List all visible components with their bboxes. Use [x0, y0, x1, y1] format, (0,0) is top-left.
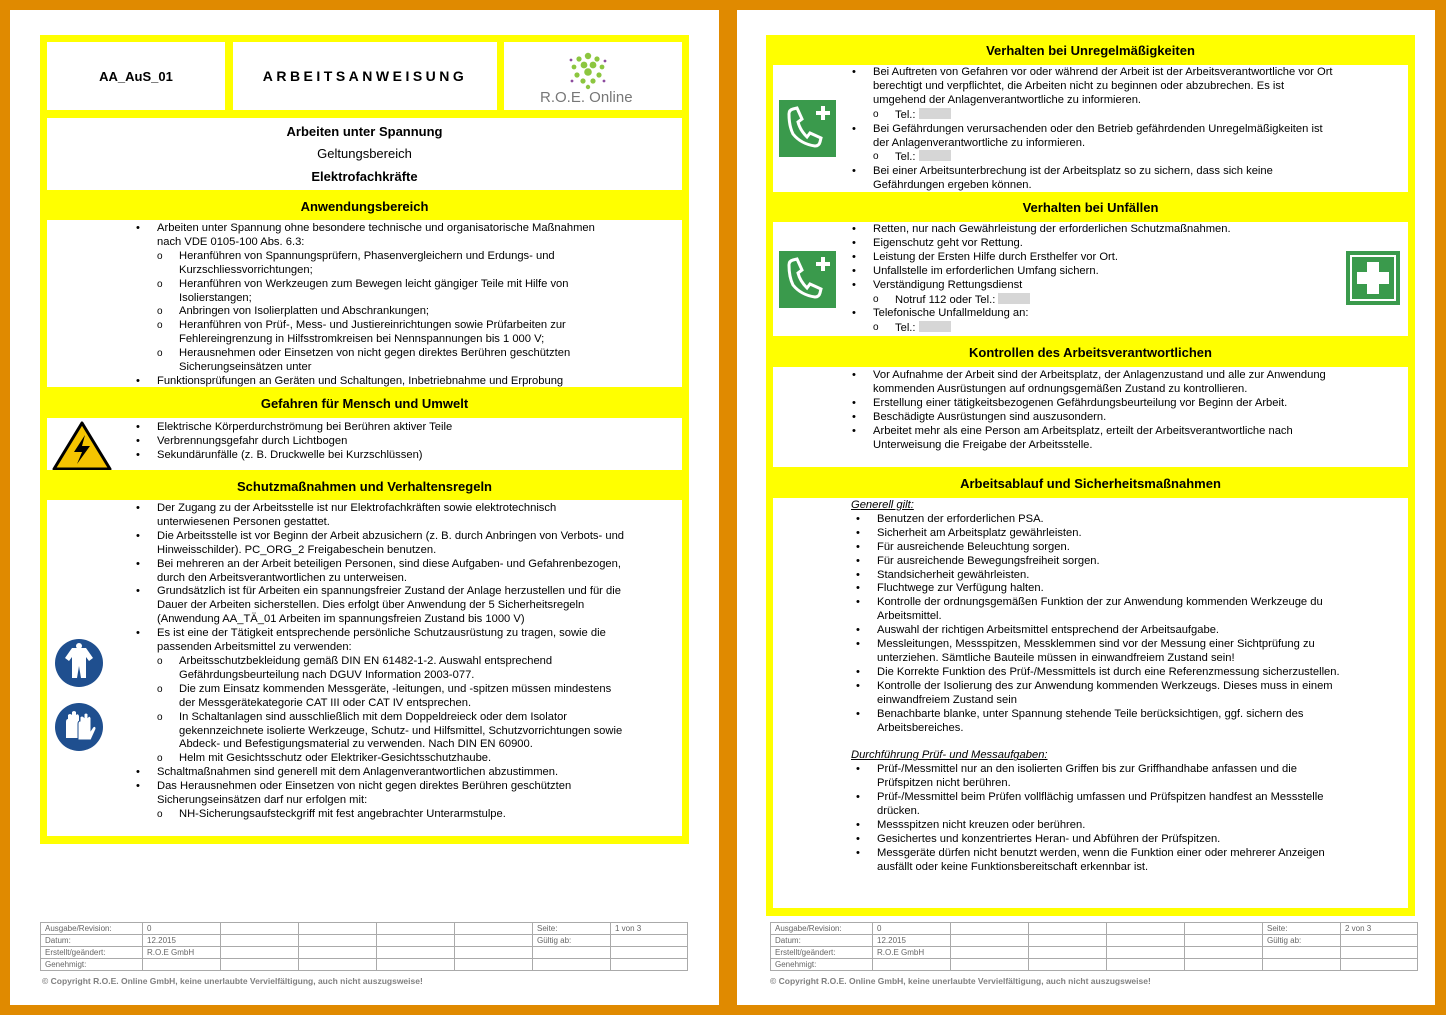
list-item-text: Heranführen von Spannungsprüfern, Phasenvergleichern und Erdungs- und Kurzschliessvorrichtungen;	[179, 249, 555, 276]
copyright-notice: © Copyright R.O.E. Online GmbH, keine unerlaubte Vervielfältigung, auch nicht auszugsweise!	[770, 976, 1151, 986]
list-item-text: Das Herausnehmen oder Einsetzen von nicht gegen direktes Berühren geschützten Sicherungseinsätzen darf nur erfolgen mit:	[157, 780, 572, 807]
list-item	[851, 624, 1341, 638]
list-item-text: Tel.:	[895, 108, 916, 121]
list-item	[131, 435, 601, 449]
list-item	[851, 527, 1341, 541]
sub-list-item	[847, 108, 1337, 123]
list-item	[851, 596, 1341, 624]
footer-value-erstellt: R.O.E GmbH	[143, 947, 221, 959]
list-item-text: Kontrolle der ordnungsgemäßen Funktion der zur Anwendung kommenden Werkzeuge du Arbeitsmittel.	[877, 596, 1323, 623]
list-item	[131, 530, 626, 558]
sub-list-item	[131, 752, 626, 766]
list-item	[847, 66, 1337, 108]
list-item	[851, 847, 1341, 875]
list-item-text: Leistung der Ersten Hilfe durch Ersthelfer vor Ort.	[873, 250, 1118, 263]
list-item	[851, 833, 1341, 847]
section-anwendungsbereich	[47, 220, 682, 387]
kontrollen-list	[847, 369, 1327, 452]
doc-type-cell	[233, 42, 497, 110]
document-page-2	[737, 10, 1435, 1005]
emergency-phone-icon	[779, 251, 836, 308]
sub-list-item	[131, 808, 626, 822]
list-item-text: Auswahl der richtigen Arbeitsmittel entsprechend der Arbeitsaufgabe.	[877, 624, 1220, 637]
schutz-list	[131, 502, 626, 822]
list-item	[131, 375, 601, 387]
sub-list-item	[131, 278, 601, 306]
list-item	[847, 369, 1327, 397]
list-item-text: Für ausreichende Beleuchtung sorgen.	[877, 540, 1070, 553]
section-arbeitsablauf	[773, 498, 1408, 908]
list-item	[851, 763, 1341, 791]
section-unregelmaessigkeiten	[773, 65, 1408, 192]
list-item	[851, 513, 1341, 527]
gefahren-list	[131, 421, 601, 463]
phone-number-field	[919, 321, 951, 332]
footer-label-erstellt: Erstellt/geändert:	[771, 947, 873, 959]
section-schutzmassnahmen	[47, 500, 682, 836]
footer-label-erstellt: Erstellt/geändert:	[41, 947, 143, 959]
list-item-text: Bei einer Arbeitsunterbrechung ist der Arbeitsplatz so zu sichern, dass sich keine Gefährdungen ergeben können.	[873, 165, 1273, 192]
list-item	[851, 819, 1341, 833]
footer-label-seite: Seite:	[1263, 923, 1341, 935]
list-item	[851, 680, 1341, 708]
list-item-text: Bei mehreren an der Arbeit beteiligen Personen, sind diese Aufgaben- und Gefahrenbezogen, durch den Arbeitsverantwortlichen zu unterweisen.	[157, 557, 621, 584]
list-item	[851, 582, 1341, 596]
emergency-phone-icon	[779, 100, 836, 157]
list-item-text: Durchführung Prüf- und Messaufgaben:	[851, 749, 1048, 762]
section-unfaelle	[773, 222, 1408, 336]
list-item-text: Unfallstelle im erforderlichen Umfang sichern.	[873, 264, 1099, 277]
section-gefahren	[47, 418, 682, 470]
list-item-text: Kontrolle der Isolierung des zur Anwendung kommenden Werkzeugs. Dieses muss in einem einwandfreiem Zustand sein	[877, 679, 1333, 706]
phone-number-field	[919, 150, 951, 161]
list-item-text: Vor Aufnahme der Arbeit sind der Arbeitsplatz, der Anlagenzustand und alle zur Anwendung kommenden Ausrüstungen auf ordnungsgemäßen Zustand zu kontrollieren.	[873, 369, 1326, 395]
list-item-text: Messspitzen nicht kreuzen oder berühren.	[877, 818, 1086, 831]
list-item-text: Verbrennungsgefahr durch Lichtbogen	[157, 434, 348, 447]
list-item-text: Notruf 112 oder Tel.:	[895, 293, 996, 306]
list-item	[847, 397, 1327, 411]
list-item	[847, 165, 1337, 192]
list-item	[851, 791, 1341, 819]
list-item	[851, 666, 1341, 680]
scope-label: Geltungsbereich	[317, 146, 412, 161]
document-page-1	[10, 10, 719, 1005]
protective-clothing-icon	[54, 638, 104, 688]
footer-label-gueltig: Gültig ab:	[533, 935, 611, 947]
footer-value-ausgabe: 0	[873, 923, 951, 935]
list-item	[851, 638, 1341, 666]
list-item-text: Generell gilt:	[851, 499, 914, 511]
sub-list-item	[847, 321, 1337, 336]
footer-label-datum: Datum:	[771, 935, 873, 947]
list-item-text: Die Korrekte Funktion des Prüf-/Messmittels ist durch eine Referenzmessung sicherzustellen.	[877, 665, 1340, 678]
list-item	[131, 558, 626, 586]
list-item	[131, 449, 601, 463]
list-item	[847, 411, 1327, 425]
footer-value-seite: 2 von 3	[1341, 923, 1418, 935]
list-item	[131, 502, 626, 530]
sub-list-item	[131, 250, 601, 278]
list-item-text: Eigenschutz geht vor Rettung.	[873, 236, 1023, 249]
footer-label-datum: Datum:	[41, 935, 143, 947]
footer-table	[770, 922, 1418, 971]
list-item-text: Heranführen von Prüf-, Mess- und Justiereinrichtungen sowie Prüfarbeiten zur Fehlereingrenzung in Hilfsstromkreisen bei Nennspannungen bis 1 000 V;	[179, 319, 566, 346]
sub-list-item	[847, 293, 1337, 308]
scope-value: Elektrofachkräfte	[311, 169, 418, 184]
section-header-unregelmaessigkeiten: Verhalten bei Unregelmäßigkeiten	[986, 43, 1195, 58]
list-item-text: Prüf-/Messmittel beim Prüfen vollflächig umfassen und Prüfspitzen handfest an Messstelle drücken.	[877, 791, 1324, 818]
footer-label-genehmigt: Genehmigt:	[771, 959, 873, 971]
footer-label-seite: Seite:	[533, 923, 611, 935]
footer-label-genehmigt: Genehmigt:	[41, 959, 143, 971]
list-item	[851, 708, 1341, 736]
list-item-text: Prüf-/Messmittel nur an den isolierten Griffen bis zur Griffhandhabe anfassen und die Prüfspitzen nicht berühren.	[877, 763, 1297, 790]
list-item	[131, 421, 601, 435]
protective-gloves-icon	[54, 702, 104, 752]
list-item-text: Sekundärunfälle (z. B. Druckwelle bei Kurzschlüssen)	[157, 448, 423, 461]
list-item-text: Bei Gefährdungen verursachenden oder den Betrieb gefährdenden Unregelmäßigkeiten ist der Anlagenverantwortliche zu informieren.	[873, 122, 1323, 149]
list-item	[131, 222, 601, 250]
list-item	[847, 279, 1337, 293]
footer-table	[40, 922, 688, 971]
list-item-text: Es ist eine der Tätigkeit entsprechende persönliche Schutzausrüstung zu tragen, sowie die passenden Arbeitsmittel zu verwenden:	[157, 627, 606, 654]
section-header-schutzmassnahmen: Schutzmaßnahmen und Verhaltensregeln	[237, 479, 492, 494]
roe-logo-icon	[566, 50, 610, 90]
list-item-text: Die zum Einsatz kommenden Messgeräte, -leitungen, und -spitzen müssen mindestens der Messgerätekategorie CAT III oder CAT IV entsprechen.	[179, 682, 612, 709]
list-item-text: Bei Auftreten von Gefahren vor oder während der Arbeit ist der Arbeitsverantwortliche vor Ort berechtigt und verpflichtet, die Arbeiten nicht zu beginnen oder abzubrechen. Es ist umgehend der Anlagenverantwortliche zu informieren.	[873, 66, 1333, 106]
list-item	[851, 541, 1341, 555]
section-header-unfaelle: Verhalten bei Unfällen	[1022, 200, 1159, 215]
list-item	[131, 627, 626, 655]
footer-value-datum: 12.2015	[873, 935, 951, 947]
list-item-text: Helm mit Gesichtsschutz oder Elektriker-Gesichtsschutzhaube.	[179, 752, 492, 765]
list-item-text: Elektrische Körperdurchströmung bei Berühren aktiver Teile	[157, 421, 453, 433]
copyright-notice: © Copyright R.O.E. Online GmbH, keine unerlaubte Vervielfältigung, auch nicht auszugsweise!	[42, 976, 423, 986]
doc-type: ARBEITSANWEISUNG	[262, 68, 468, 84]
sub-list-item	[131, 655, 626, 683]
section-header-arbeitsablauf: Arbeitsablauf und Sicherheitsmaßnahmen	[960, 476, 1221, 491]
list-item	[847, 223, 1337, 237]
list-item-text: Arbeitet mehr als eine Person am Arbeitsplatz, erteilt der Arbeitsverantwortliche nach Unterweisung die Freigabe der Arbeitsstelle.	[873, 424, 1293, 451]
list-item-text: Fluchtwege zur Verfügung halten.	[877, 582, 1044, 595]
list-item	[847, 251, 1337, 265]
list-item	[851, 569, 1341, 583]
list-item-text: Arbeiten unter Spannung ohne besondere technische und organisatorische Maßnahmen nach VDE 0105-100 Abs. 6.3:	[157, 222, 595, 248]
list-subheading	[851, 749, 1341, 763]
first-aid-icon	[1346, 251, 1400, 305]
list-item	[851, 555, 1341, 569]
logo-text: R.O.E. Online	[540, 89, 633, 106]
anwendung-list	[131, 222, 601, 387]
unfaelle-list	[847, 223, 1337, 336]
list-item	[847, 425, 1327, 453]
list-item	[847, 123, 1337, 151]
sub-list-item	[131, 711, 626, 753]
list-item-text: Der Zugang zu der Arbeitsstelle ist nur Elektrofachkräften sowie elektrotechnisch unterwiesenen Personen gestattet.	[157, 502, 557, 528]
title-block	[47, 118, 682, 190]
list-item-text: Herausnehmen oder Einsetzen von nicht gegen direktes Berühren geschützten Sicherungseinsätzen unter	[179, 347, 571, 374]
logo-cell	[504, 42, 682, 110]
list-item	[131, 766, 626, 780]
list-item-text: Grundsätzlich ist für Arbeiten ein spannungsfreier Zustand der Anlage herzustellen und für die Dauer der Arbeiten sicherstellen. Dies erfolgt über Anwendung der 5 Sicherheitsregeln (Anwendung AA_TÄ_01 Arbeiten im spannungsfreien Zustand bis 1000 V)	[157, 585, 621, 626]
doc-id: AA_AuS_01	[99, 68, 173, 84]
list-item-text: NH-Sicherungsaufsteckgriff mit fest angebrachter Unterarmstulpe.	[179, 807, 506, 820]
list-item-text: Benutzen der erforderlichen PSA.	[877, 512, 1044, 525]
ablauf-list	[851, 499, 1341, 875]
list-item-text: Heranführen von Werkzeugen zum Bewegen leicht gängiger Teile mit Hilfe von Isolierstangen;	[179, 277, 569, 304]
list-item-text: In Schaltanlagen sind ausschließlich mit dem Doppeldreieck oder dem Isolator gekennzeichnete isolierte Werkzeuge, Schutz- und Hilfsmittel, Schutzvorrichtungen sowie Abdeck- und Befestigungsmaterial zu verwenden. Nach DIN EN 60900.	[179, 710, 623, 751]
list-item-text: Messgeräte dürfen nicht benutzt werden, wenn die Funktion einer oder mehrerer Anzeigen ausfällt oder keine Funktionsbereitschaft erkennbar ist.	[877, 846, 1325, 873]
section-header-kontrollen: Kontrollen des Arbeitsverantwortlichen	[969, 345, 1212, 360]
footer-value-seite: 1 von 3	[611, 923, 688, 935]
list-item-text: Retten, nur nach Gewährleistung der erforderlichen Schutzmaßnahmen.	[873, 223, 1231, 235]
footer-value-ausgabe: 0	[143, 923, 221, 935]
list-item-text: Funktionsprüfungen an Geräten und Schaltungen, Inbetriebnahme und Erprobung	[157, 374, 564, 387]
list-item-text: Tel.:	[895, 322, 916, 335]
sub-list-item	[131, 683, 626, 711]
section-header-anwendungsbereich: Anwendungsbereich	[300, 199, 429, 214]
list-item	[847, 307, 1337, 321]
section-header-gefahren: Gefahren für Mensch und Umwelt	[260, 396, 469, 411]
list-item-text: Tel.:	[895, 151, 916, 164]
sub-list-item	[847, 150, 1337, 165]
list-item	[131, 585, 626, 627]
list-item-text: Sicherheit am Arbeitsplatz gewährleisten.	[877, 526, 1082, 539]
doc-id-cell	[47, 42, 225, 110]
footer-value-erstellt: R.O.E GmbH	[873, 947, 951, 959]
list-item-text: Anbringen von Isolierplatten und Abschrankungen;	[179, 305, 430, 318]
list-item-text: Arbeitsschutzbekleidung gemäß DIN EN 61482-1-2. Auswahl entsprechend Gefährdungsbeurteilung nach DGUV Information 2003-077.	[179, 654, 553, 681]
list-spacer	[851, 735, 1341, 749]
list-item-text: Telefonische Unfallmeldung an:	[873, 307, 1029, 320]
list-item-text: Die Arbeitsstelle ist vor Beginn der Arbeit abzusichern (z. B. durch Anbringen von Verbots- und Hinweisschilder). PC_ORG_2 Freigabeschein benutzen.	[157, 529, 625, 556]
sub-list-item	[131, 305, 601, 319]
sub-list-item	[131, 347, 601, 375]
high-voltage-warning-icon	[52, 421, 112, 470]
list-item-text: Standsicherheit gewährleisten.	[877, 568, 1030, 581]
list-item-text: Schaltmaßnahmen sind generell mit dem Anlagenverantwortlichen abzustimmen.	[157, 766, 559, 779]
list-item-text: Messleitungen, Messspitzen, Messklemmen sind vor der Messung einer Sichtprüfung zu unterziehen. Sämtliche Bauteile müssen in einwandfreiem Zustand sein!	[877, 638, 1315, 664]
phone-number-field	[998, 293, 1030, 304]
footer-value-datum: 12.2015	[143, 935, 221, 947]
list-subheading	[851, 499, 1341, 513]
footer-label-ausgabe: Ausgabe/Revision:	[41, 923, 143, 935]
unregel-list	[847, 66, 1337, 192]
list-item-text: Gesichertes und konzentriertes Heran- und Abführen der Prüfspitzen.	[877, 832, 1221, 845]
list-item	[847, 237, 1337, 251]
sub-list-item	[131, 319, 601, 347]
list-item-text: Erstellung einer tätigkeitsbezogenen Gefährdungsbeurteilung vor Beginn der Arbeit.	[873, 396, 1288, 409]
list-item-text: Verständigung Rettungsdienst	[873, 278, 1023, 291]
list-item-text: Für ausreichende Bewegungsfreiheit sorgen.	[877, 554, 1100, 567]
footer-label-ausgabe: Ausgabe/Revision:	[771, 923, 873, 935]
section-kontrollen	[773, 367, 1408, 467]
list-item-text: Benachbarte blanke, unter Spannung stehende Teile berücksichtigen, ggf. sichern des Arbeitsbereiches.	[877, 707, 1304, 734]
list-item	[847, 265, 1337, 279]
list-item-text: Beschädigte Ausrüstungen sind auszusondern.	[873, 410, 1107, 423]
footer-label-gueltig: Gültig ab:	[1263, 935, 1341, 947]
list-item	[131, 780, 626, 808]
document-title: Arbeiten unter Spannung	[286, 124, 443, 139]
phone-number-field	[919, 108, 951, 119]
